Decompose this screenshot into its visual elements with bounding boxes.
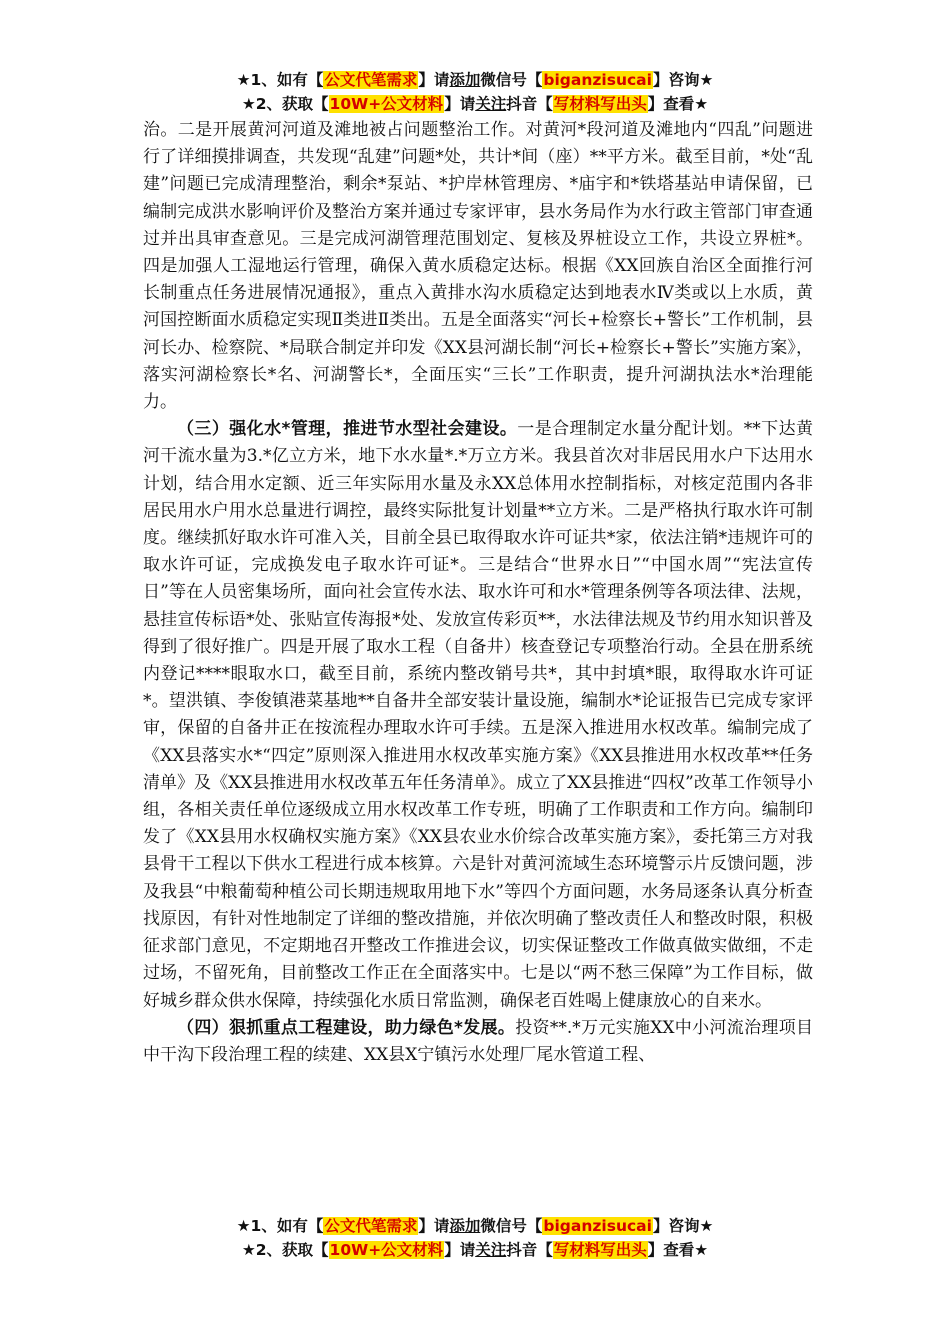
highlight-ghostwriting: 公文代笔需求 (324, 71, 418, 89)
banner-line-2 (0, 92, 950, 116)
section-heading-3: （三）强化水*管理，推进节水型社会建设。 (177, 419, 518, 440)
banner-text: 抖音【 (506, 1241, 553, 1259)
banner-text: 】查看★ (647, 95, 709, 113)
banner-emphasis: 添加 (449, 71, 481, 89)
banner-text: ★1、如有【 (236, 71, 324, 89)
paragraph-river-management: 治。二是开展黄河河道及滩地被占问题整治工作。对黄河*段河道及滩地内“四乱”问题进行了详细摸排调查，共发现“乱建”问题*处，共计*间（座）**平方米。截至目前，*处“乱建”问题已完成清理整治，剩余*泵站、*护岸林管理房、*庙宇和*铁塔基站申请保留，已编制完成洪水影响评价及整治方案并通过专家评审，县水务局作为水行政主管部门审查通过并出具审查意见。三是完成河湖管理范围划定、复核及界桩设立工作，共设立界桩*。四是加强人工湿地运行管理，确保入黄水质稳定达标。根据《XX回族自治区全面推行河长制重点任务进展情况通报》，重点入黄排水沟水质稳定达到地表水Ⅳ类或以上水质，黄河国控断面水质稳定实现Ⅱ类进Ⅱ类出。五是全面落实“河长+检察长+警长”工作机制，县河长办、检察院、*局联合制定并印发《XX县河湖长制“河长+检察长+警长”实施方案》，落实河湖检察长*名、河湖警长*，全面压实“三长”工作职责，提升河湖执法水*治理能力。 (143, 120, 813, 413)
banner-text: ★2、获取【 (241, 95, 329, 113)
highlight-materials: 10W+公文材料 (329, 95, 444, 113)
banner-line-1 (0, 1214, 950, 1238)
highlight-materials: 10W+公文材料 (329, 1241, 444, 1259)
top-banner (0, 68, 950, 116)
banner-line-1 (0, 68, 950, 92)
banner-text: 】请 (444, 1241, 476, 1259)
section-heading-4: （四）狠抓重点工程建设，助力绿色*发展。 (177, 1017, 516, 1038)
paragraph-key-projects (143, 1015, 813, 1069)
highlight-wechat-id: biganzisucai (543, 1217, 652, 1235)
paragraph-water-resource-management (143, 416, 813, 1014)
banner-emphasis: 添加 (449, 1217, 481, 1235)
banner-text: 】请 (418, 1217, 450, 1235)
banner-emphasis: 关注 (475, 1241, 507, 1259)
banner-text: 】请 (444, 95, 476, 113)
banner-text: 】查看★ (647, 1241, 709, 1259)
paragraph-text: 一是合理制定水量分配计划。**下达黄河干流水量为3.*亿立方米，地下水水量*.*万立方米。我县首次对非居民用水户下达用水计划，结合用水定额、近三年实际用水量及永XX总体用水控制指标，对核定范围内各非居民用水户用水总量进行调控，最终实际批复计划量**立方米。二是严格执行取水许可制度。继续抓好取水许可准入关，目前全县已取得取水许可证共*家，依法注销*违规许可的取水许可证，完成换发电子取水许可证*。三是结合“世界水日”“中国水周”“宪法宣传日”等在人员密集场所，面向社会宣传水法、取水许可和水*管理条例等各项法律、法规，悬挂宣传标语*处、张贴宣传海报*处、发放宣传彩页**，水法律法规及节约用水知识普及得到了很好推广。四是开展了取水工程（自备井）核查登记专项整治行动。全县在册系统内登记****眼取水口，截至目前，系统内整改销号共*，其中封填*眼，取得取水许可证*。望洪镇、李俊镇港菜基地**自备井全部安装计量设施，编制水*论证报告已完成专家评审，保留的自备井正在按流程办理取水许可手续。五是深入推进用水权改革。编制完成了《XX县落实水*“四定”原则深入推进用水权改革实施方案》《XX县推进用水权改革**任务清单》及《XX县推进用水权改革五年任务清单》。成立了XX县推进“四权”改革工作领导小组，各相关责任单位逐级成立用水权改革工作专班，明确了工作职责和工作方向。编制印发了《XX县用水权确权实施方案》《XX县农业水价综合改革实施方案》，委托第三方对我县骨干工程以下供水工程进行成本核算。六是针对黄河流域生态环境警示片反馈问题，涉及我县“中粮葡萄种植公司长期违规取用地下水”等四个方面问题，水务局逐条认真分析查找原因，有针对性地制定了详细的整改措施，并依次明确了整改责任人和整改时限，积极征求部门意见，不定期地召开整改工作推进会议，切实保证整改工作做真做实做细，不走过场，不留死角，目前整改工作正在全面落实中。七是以“两不愁三保障”为工作目标，做好城乡群众供水保障，持续强化水质日常监测，确保老百姓喝上健康放心的自来水。 (143, 419, 814, 1011)
highlight-wechat-id: biganzisucai (543, 71, 652, 89)
banner-text: 】请 (418, 71, 450, 89)
highlight-ghostwriting: 公文代笔需求 (324, 1217, 418, 1235)
banner-text: 微信号【 (480, 1217, 543, 1235)
banner-text: ★1、如有【 (236, 1217, 324, 1235)
banner-emphasis: 关注 (475, 95, 507, 113)
banner-text: ★2、获取【 (241, 1241, 329, 1259)
banner-text: 】咨询★ (652, 1217, 714, 1235)
banner-text: 微信号【 (480, 71, 543, 89)
paragraph-text: 投资**.*万元实施XX中小河流治理项目中干沟下段治理工程的续建、XX县X宁镇污水处理厂尾水管道工程、 (143, 1017, 814, 1065)
highlight-douyin-account: 写材料写出头 (553, 95, 647, 113)
banner-line-2 (0, 1238, 950, 1262)
banner-text: 】咨询★ (652, 71, 714, 89)
banner-text: 抖音【 (506, 95, 553, 113)
bottom-banner (0, 1214, 950, 1262)
document-body (143, 117, 813, 1069)
highlight-douyin-account: 写材料写出头 (553, 1241, 647, 1259)
